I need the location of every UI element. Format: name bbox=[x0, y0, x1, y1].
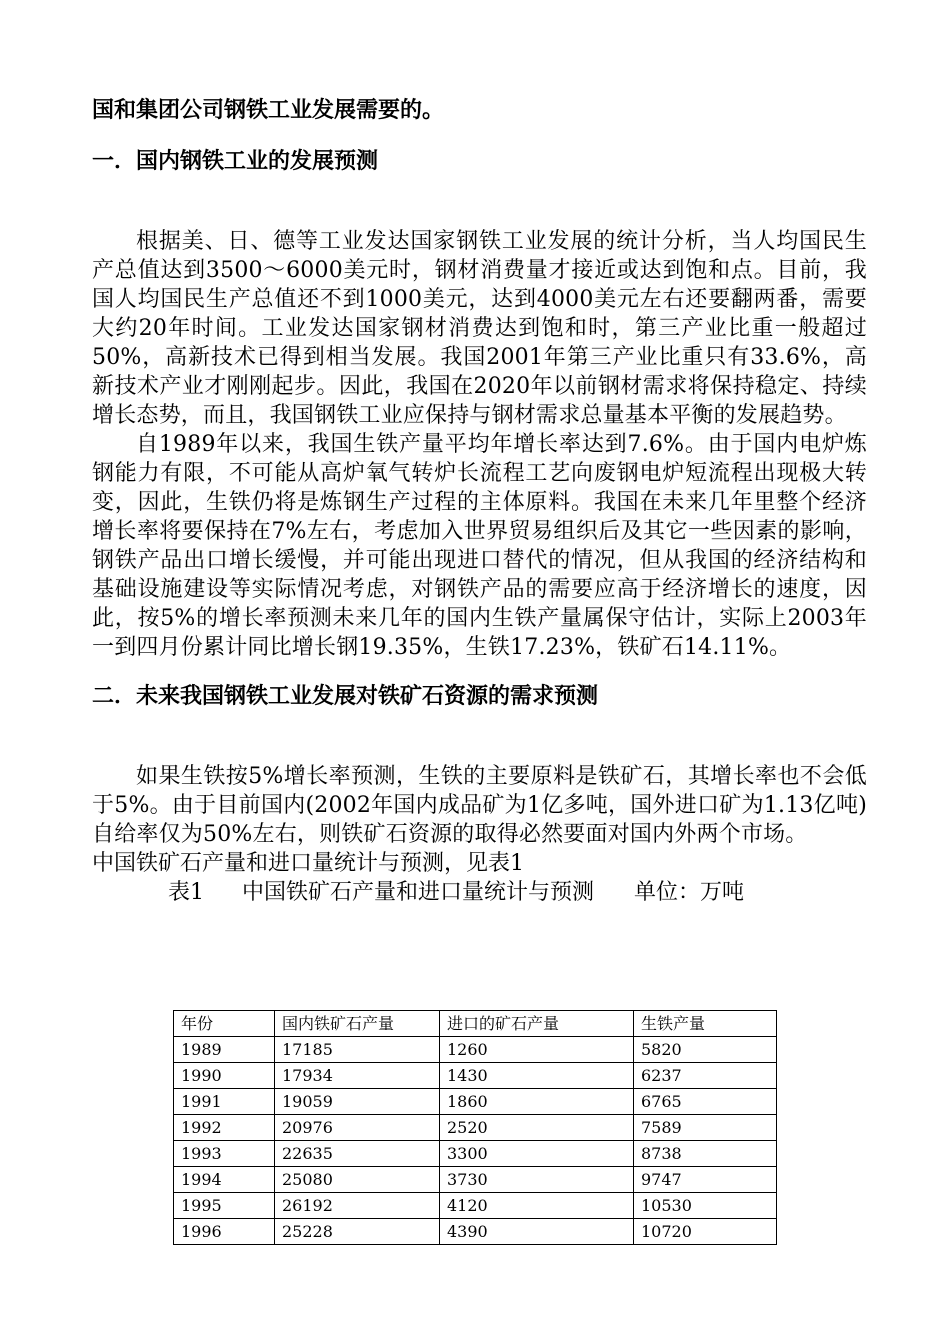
intro-line: 国和集团公司钢铁工业发展需要的。 bbox=[92, 98, 445, 123]
header-domestic-ore: 国内铁矿石产量 bbox=[275, 1011, 440, 1037]
section2-heading: 二．未来我国钢铁工业发展对铁矿石资源的需求预测 bbox=[92, 684, 599, 709]
cell-imported-ore: 4390 bbox=[440, 1219, 634, 1245]
cell-domestic-ore: 22635 bbox=[275, 1141, 440, 1167]
cell-pig-iron: 5820 bbox=[634, 1037, 777, 1063]
spacer bbox=[92, 177, 867, 227]
table-reference-line: 中国铁矿石产量和进口量统计与预测，见表1 bbox=[92, 851, 524, 876]
cell-imported-ore: 1430 bbox=[440, 1063, 634, 1089]
cell-year: 1995 bbox=[174, 1193, 275, 1219]
table-row bbox=[174, 1037, 777, 1063]
cell-domestic-ore: 20976 bbox=[275, 1115, 440, 1141]
table-row bbox=[174, 1167, 777, 1193]
cell-imported-ore: 4120 bbox=[440, 1193, 634, 1219]
header-imported-ore: 进口的矿石产量 bbox=[440, 1011, 634, 1037]
cell-domestic-ore: 17185 bbox=[275, 1037, 440, 1063]
table-header-row bbox=[174, 1011, 777, 1037]
spacer bbox=[92, 662, 867, 682]
cell-domestic-ore: 26192 bbox=[275, 1193, 440, 1219]
section1-paragraph-1: 根据美、日、德等工业发达国家钢铁工业发展的统计分析，当人均国民生产总值达到3500～6000美元时，钢材消费量才接近或达到饱和点。目前，我国人均国民生产总值还不到1000美元，达到4000美元左右还要翻两番，需要大约20年时间。工业发达国家钢材消费达到饱和时，第三产业比重一般超过50%，高新技术已得到相当发展。我国2001年第三产业比重只有33.6%，高新技术产业才刚刚起步。因此，我国在2020年以前钢材需求将保持稳定、持续增长态势，而且，我国钢铁工业应保持与钢材需求总量基本平衡的发展趋势。 bbox=[92, 229, 867, 428]
table-row bbox=[174, 1141, 777, 1167]
table-row bbox=[174, 1063, 777, 1089]
cell-domestic-ore: 25228 bbox=[275, 1219, 440, 1245]
cell-pig-iron: 10720 bbox=[634, 1219, 777, 1245]
table-row bbox=[174, 1115, 777, 1141]
cell-year: 1991 bbox=[174, 1089, 275, 1115]
section1-heading: 一．国内钢铁工业的发展预测 bbox=[92, 149, 379, 174]
section1-paragraph-2: 自1989年以来，我国生铁产量平均年增长率达到7.6%。由于国内电炉炼钢能力有限，不可能从高炉氧气转炉长流程工艺向废钢电炉短流程出现极大转变，因此，生铁仍将是炼钢生产过程的主体原料。我国在未来几年里整个经济增长率将要保持在7%左右，考虑加入世界贸易组织后及其它一些因素的影响，钢铁产品出口增长缓慢，并可能出现进口替代的情况，但从我国的经济结构和基础设施建设等实际情况考虑，对钢铁产品的需要应高于经济增长的速度，因此，按5%的增长率预测未来几年的国内生铁产量属保守估计，实际上2003年一到四月份累计同比增长钢19.35%，生铁17.23%，铁矿石14.11%。 bbox=[92, 432, 867, 660]
cell-year: 1996 bbox=[174, 1219, 275, 1245]
table-caption bbox=[92, 878, 867, 907]
table-row bbox=[174, 1219, 777, 1245]
cell-year: 1990 bbox=[174, 1063, 275, 1089]
cell-pig-iron: 6765 bbox=[634, 1089, 777, 1115]
cell-pig-iron: 10530 bbox=[634, 1193, 777, 1219]
cell-year: 1993 bbox=[174, 1141, 275, 1167]
cell-imported-ore: 1860 bbox=[440, 1089, 634, 1115]
cell-imported-ore: 3300 bbox=[440, 1141, 634, 1167]
cell-year: 1994 bbox=[174, 1167, 275, 1193]
section2-paragraph-1: 如果生铁按5%增长率预测，生铁的主要原料是铁矿石，其增长率也不会低于5%。由于目前国内(2002年国内成品矿为1亿多吨，国外进口矿为1.13亿吨)自给率仅为50%左右，则铁矿石资源的取得必然要面对国内外两个市场。 bbox=[92, 764, 867, 847]
iron-ore-table bbox=[173, 1010, 777, 1245]
spacer bbox=[92, 712, 867, 762]
cell-imported-ore: 3730 bbox=[440, 1167, 634, 1193]
cell-domestic-ore: 17934 bbox=[275, 1063, 440, 1089]
cell-imported-ore: 1260 bbox=[440, 1037, 634, 1063]
table-caption-label: 表1 bbox=[168, 880, 204, 905]
document-page bbox=[92, 96, 867, 907]
cell-pig-iron: 9747 bbox=[634, 1167, 777, 1193]
table-unit: 单位：万吨 bbox=[634, 880, 745, 905]
cell-pig-iron: 7589 bbox=[634, 1115, 777, 1141]
cell-year: 1989 bbox=[174, 1037, 275, 1063]
cell-pig-iron: 6237 bbox=[634, 1063, 777, 1089]
cell-pig-iron: 8738 bbox=[634, 1141, 777, 1167]
table-row bbox=[174, 1193, 777, 1219]
table-row bbox=[174, 1089, 777, 1115]
cell-domestic-ore: 19059 bbox=[275, 1089, 440, 1115]
table-caption-title: 中国铁矿石产量和进口量统计与预测 bbox=[242, 880, 595, 905]
cell-year: 1992 bbox=[174, 1115, 275, 1141]
header-year: 年份 bbox=[174, 1011, 275, 1037]
cell-imported-ore: 2520 bbox=[440, 1115, 634, 1141]
header-pig-iron: 生铁产量 bbox=[634, 1011, 777, 1037]
cell-domestic-ore: 25080 bbox=[275, 1167, 440, 1193]
